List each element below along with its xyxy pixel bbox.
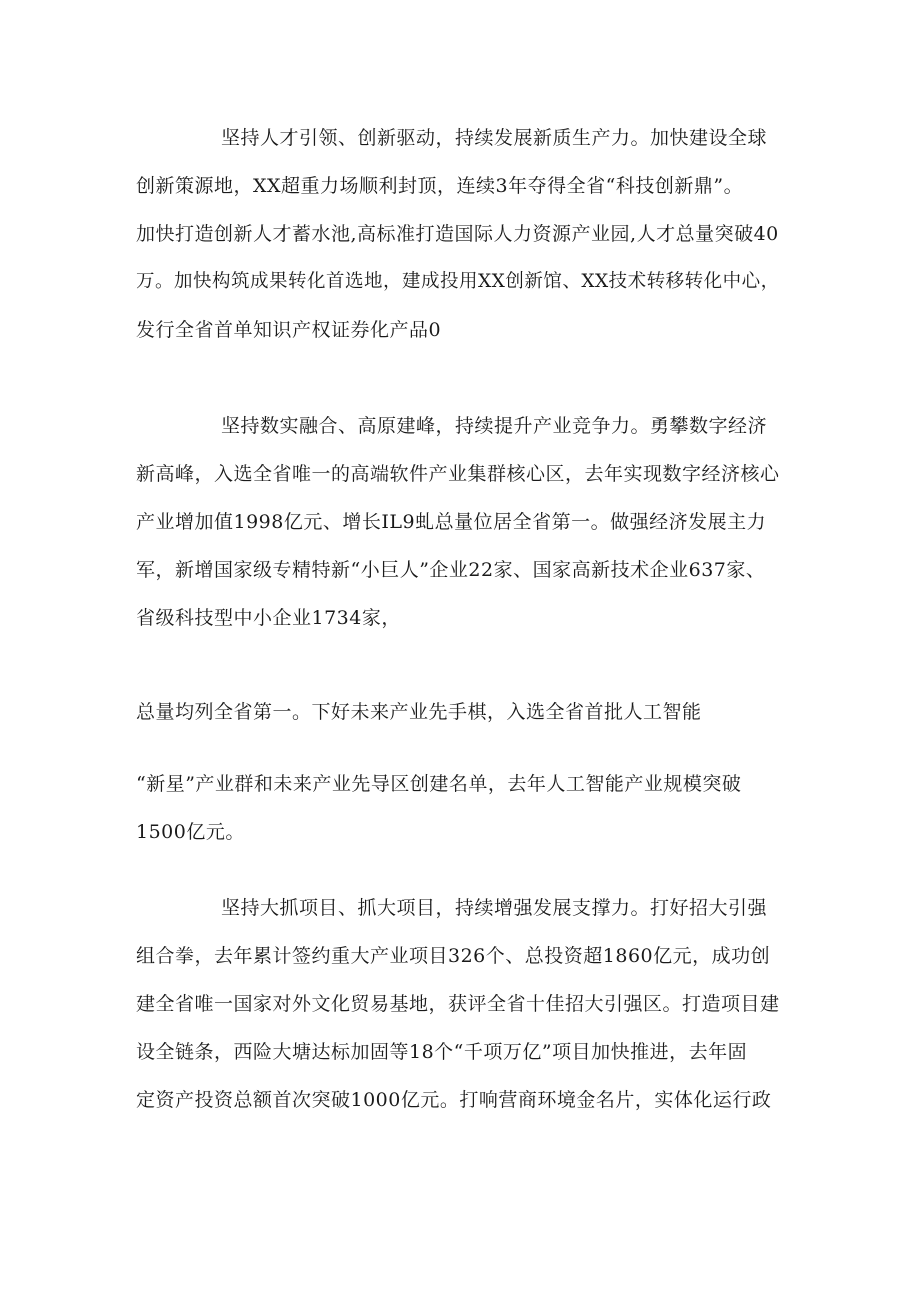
- text-line: 产业增加值1998亿元、增长IL9虬总量位居全省第一。做强经济发展主力: [136, 511, 767, 533]
- text-line: 1500亿元。: [136, 821, 245, 843]
- text-line: 创新策源地，XX超重力场顺利封顶，连续3年夺得全省“科技创新鼎”。: [136, 175, 744, 197]
- text-line: 组合拳，去年累计签约重大产业项目326个、总投资超1860亿元，成功创: [136, 945, 771, 967]
- paragraph-future-industry: [136, 688, 796, 736]
- paragraph-digital-industry: [136, 402, 796, 642]
- text-line: 坚持大抓项目、抓大项目，持续增强发展支撑力。打好招大引强: [221, 897, 768, 919]
- text-line: 总量均列全省第一。下好未来产业先手棋，入选全省首批人工智能: [136, 701, 702, 723]
- text-line: “新星”产业群和未来产业先导区创建名单，去年人工智能产业规模突破: [136, 773, 742, 795]
- text-line: 坚持数实融合、高原建峰，持续提升产业竞争力。勇攀数字经济: [221, 415, 768, 437]
- paragraph-talent-innovation: [136, 114, 796, 354]
- text-line: 建全省唯一国家对外文化贸易基地，获评全省十佳招大引强区。打造项目建: [136, 993, 780, 1015]
- paragraph-ai-industry: [136, 760, 796, 856]
- text-line: 坚持人才引领、创新驱动，持续发展新质生产力。加快建设全球: [221, 127, 768, 149]
- paragraph-major-projects: [136, 884, 796, 1124]
- text-line: 加快打造创新人才蓄水池,高标准打造国际人力资源产业园,人才总量突破40: [136, 223, 779, 245]
- text-line: 定资产投资总额首次突破1000亿元。打响营商环境金名片，实体化运行政: [136, 1089, 772, 1111]
- text-line: 军，新增国家级专精特新“小巨人”企业22家、国家高新技术企业637家、: [136, 559, 766, 581]
- text-line: 新高峰，入选全省唯一的高端软件产业集群核心区，去年实现数字经济核心: [136, 463, 780, 485]
- text-line: 万。加快构筑成果转化首选地，建成投用XX创新馆、XX技术转移转化中心，: [136, 271, 780, 292]
- text-line: 设全链条，西险大塘达标加固等18个“千项万亿”项目加快推进，去年固: [136, 1041, 748, 1063]
- text-line: 省级科技型中小企业1734家，: [136, 607, 401, 629]
- text-line: 发行全省首单知识产权证券化产品0: [136, 319, 442, 341]
